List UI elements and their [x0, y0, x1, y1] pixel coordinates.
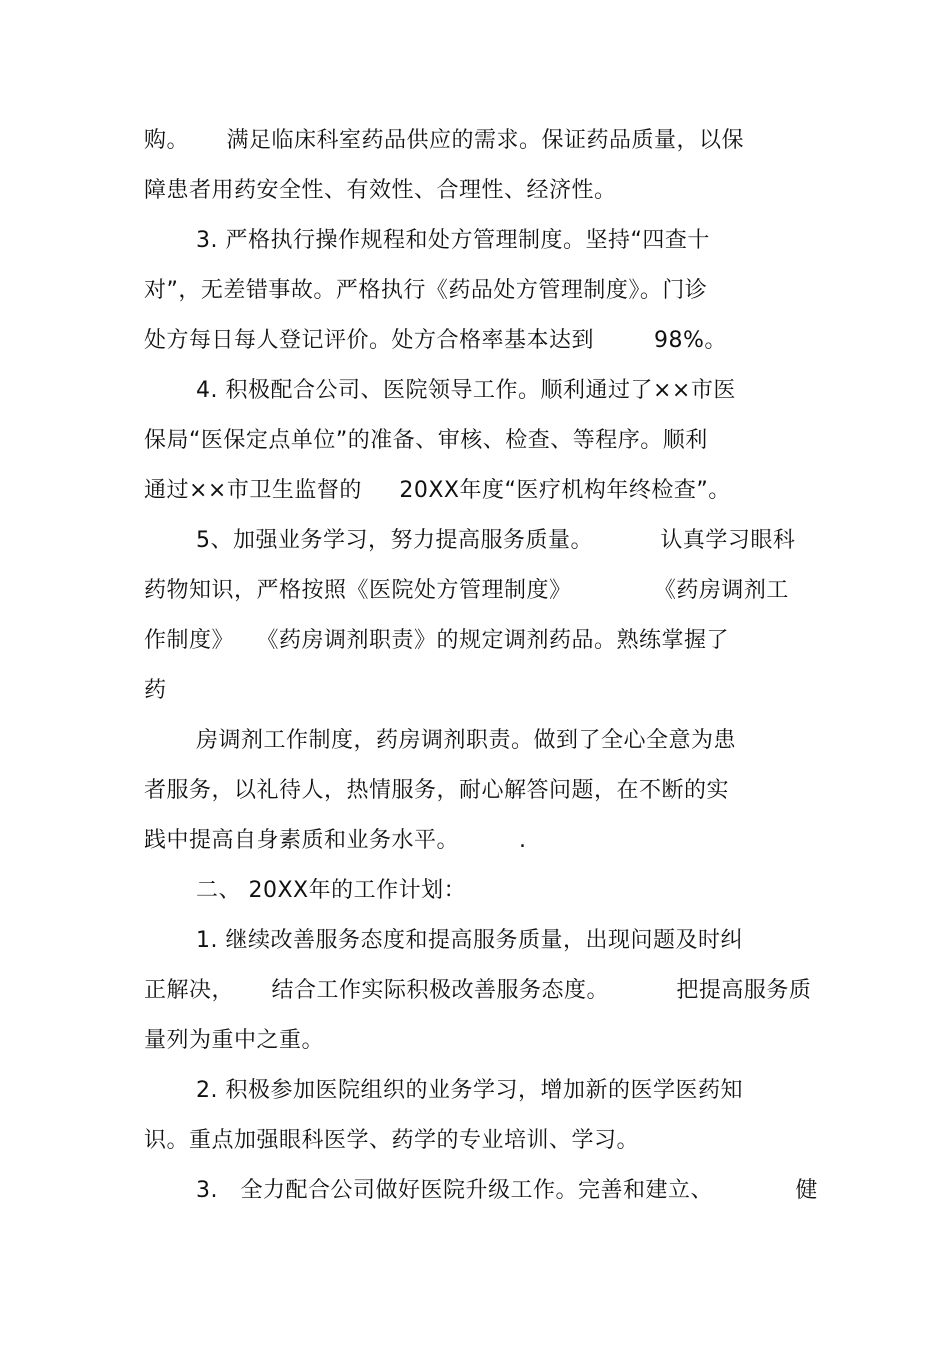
text-line-14: 者服务，以礼待人，热情服务，耐心解答问题，在不断的实	[144, 778, 730, 803]
text-line-8: 通过××市卫生监督的 20XX年度“医疗机构年终检查”。	[144, 478, 731, 503]
text-line-7: 保局“医保定点单位”的准备、审核、检查、等程序。顺利	[144, 428, 708, 453]
text-line-6: 4. 积极配合公司、医院领导工作。顺利通过了××市医	[196, 378, 736, 403]
text-line-1: 购。 满足临床科室药品供应的需求。保证药品质量，以保	[144, 128, 744, 153]
text-line-15: 践中提高自身素质和业务水平。 .	[144, 828, 527, 853]
text-line-2: 障患者用药安全性、有效性、合理性、经济性。	[144, 178, 617, 203]
text-line-10: 药物知识，严格按照《医院处方管理制度》 《药房调剂工	[144, 578, 789, 603]
text-line-9: 5、加强业务学习，努力提高服务质量。 认真学习眼科	[196, 528, 796, 553]
text-line-22: 3. 全力配合公司做好医院升级工作。完善和建立、 健	[196, 1178, 818, 1203]
text-line-12: 药	[144, 678, 167, 703]
text-line-13: 房调剂工作制度，药房调剂职责。做到了全心全意为患	[196, 728, 737, 753]
text-line-18: 正解决， 结合工作实际积极改善服务态度。 把提高服务质	[144, 978, 812, 1003]
text-line-17: 1. 继续改善服务态度和提高服务质量，出现问题及时纠	[196, 928, 743, 953]
text-line-20: 2. 积极参加医院组织的业务学习，增加新的医学医药知	[196, 1078, 743, 1103]
text-line-19: 量列为重中之重。	[144, 1028, 325, 1053]
text-line-4: 对”，无差错事故。严格执行《药品处方管理制度》。门诊	[144, 278, 708, 303]
section-heading-plan: 二、 20XX年的工作计划：	[196, 878, 467, 903]
text-line-5: 处方每日每人登记评价。处方合格率基本达到 98%。	[144, 328, 727, 353]
text-line-21: 识。重点加强眼科医学、药学的专业培训、学习。	[144, 1128, 640, 1153]
text-line-11: 作制度》 《药房调剂职责》的规定调剂药品。熟练掌握了	[144, 628, 729, 653]
text-line-3: 3. 严格执行操作规程和处方管理制度。坚持“四查十	[196, 228, 710, 253]
